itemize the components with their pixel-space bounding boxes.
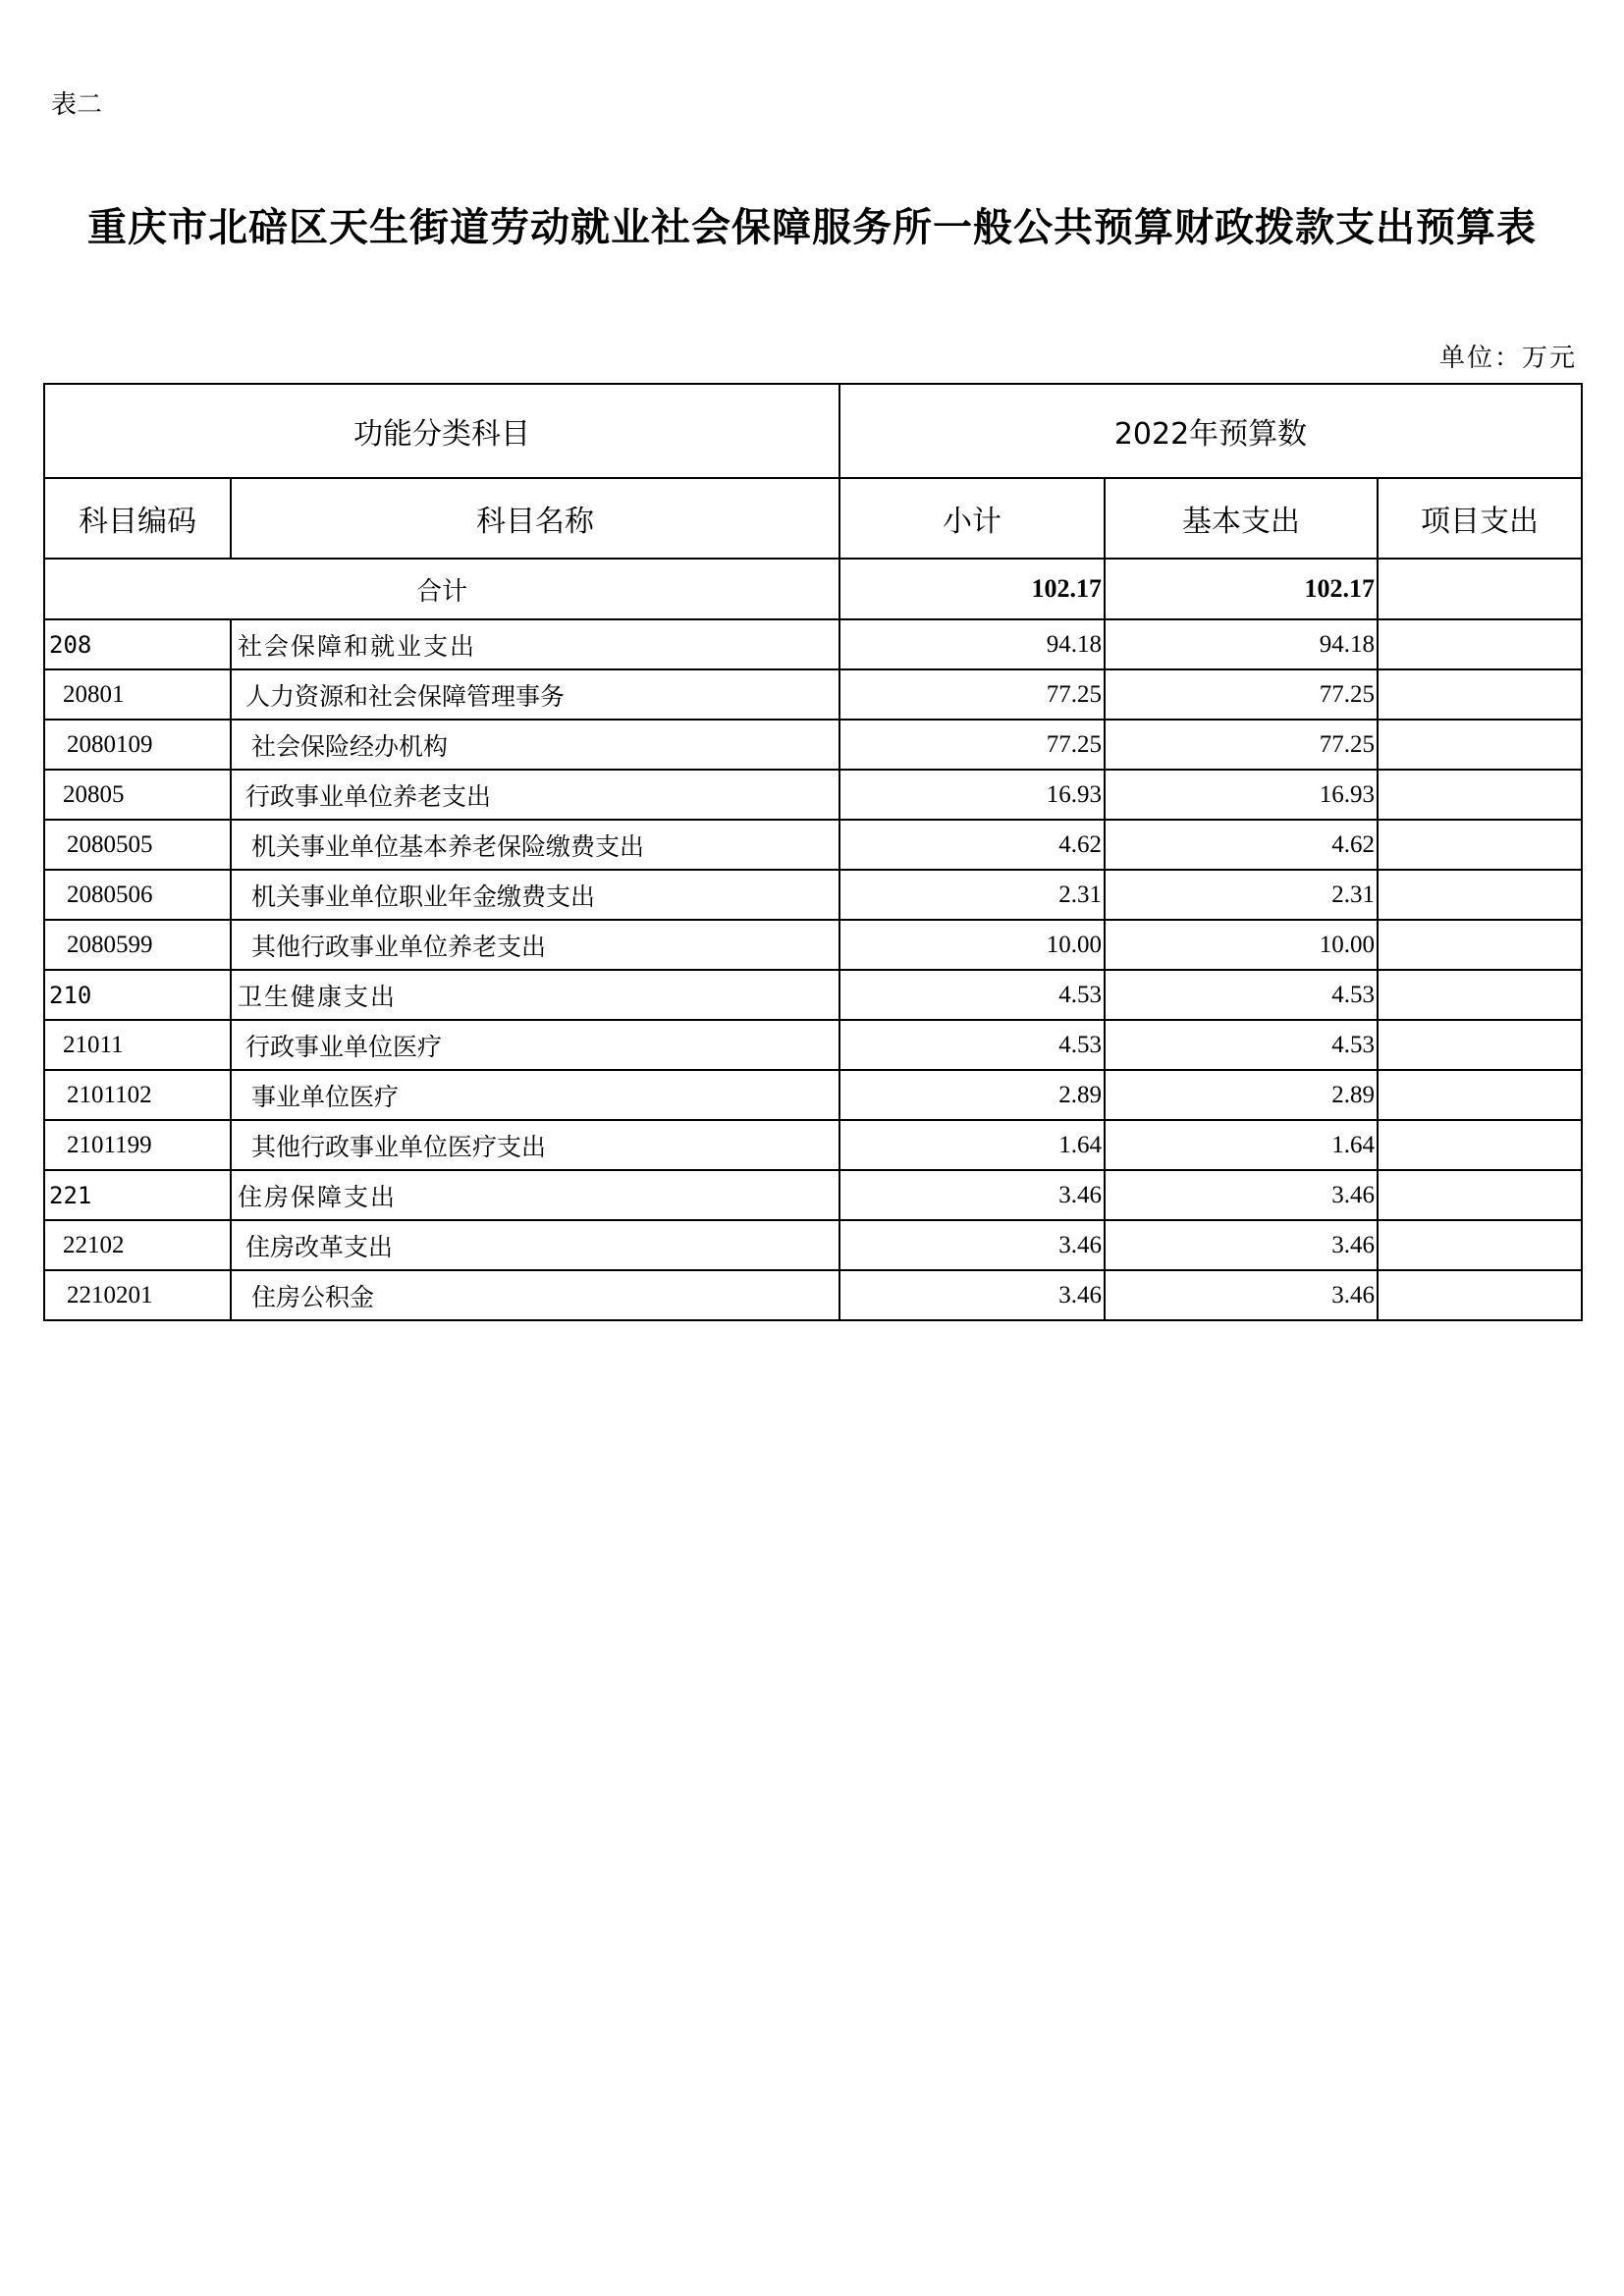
header-project: 项目支出 (1378, 478, 1582, 559)
header-name: 科目名称 (231, 478, 839, 559)
row-code: 22102 (44, 1220, 231, 1270)
table-label: 表二 (51, 90, 103, 120)
row-subtotal: 10.00 (839, 920, 1105, 970)
row-project (1378, 720, 1582, 770)
table-row (44, 1020, 1582, 1070)
row-name: 社会保险经办机构 (231, 720, 839, 770)
row-project (1378, 970, 1582, 1020)
row-subtotal: 4.53 (839, 970, 1105, 1020)
row-subtotal: 77.25 (839, 720, 1105, 770)
total-project (1378, 559, 1582, 619)
row-code: 2080505 (44, 820, 231, 870)
table-row (44, 870, 1582, 920)
table-row (44, 720, 1582, 770)
table-row (44, 970, 1582, 1020)
row-project (1378, 1170, 1582, 1220)
row-subtotal: 3.46 (839, 1220, 1105, 1270)
header-row-groups (44, 384, 1582, 478)
row-basic: 2.89 (1105, 1070, 1378, 1120)
row-project (1378, 920, 1582, 970)
unit-label: 单位：万元 (1438, 344, 1577, 373)
row-name: 机关事业单位职业年金缴费支出 (231, 870, 839, 920)
row-subtotal: 1.64 (839, 1120, 1105, 1170)
table-row (44, 1170, 1582, 1220)
table-row (44, 920, 1582, 970)
row-basic: 16.93 (1105, 770, 1378, 820)
row-code: 20801 (44, 669, 231, 720)
row-name: 其他行政事业单位养老支出 (231, 920, 839, 970)
table-row (44, 1070, 1582, 1120)
row-subtotal: 4.62 (839, 820, 1105, 870)
row-project (1378, 1220, 1582, 1270)
table-row (44, 1220, 1582, 1270)
row-subtotal: 3.46 (839, 1170, 1105, 1220)
row-basic: 1.64 (1105, 1120, 1378, 1170)
row-basic: 4.53 (1105, 970, 1378, 1020)
table-row (44, 1120, 1582, 1170)
row-name: 社会保障和就业支出 (231, 619, 839, 669)
row-subtotal: 16.93 (839, 770, 1105, 820)
row-code: 2101199 (44, 1120, 231, 1170)
row-name: 行政事业单位医疗 (231, 1020, 839, 1070)
row-basic: 4.62 (1105, 820, 1378, 870)
document-title: 重庆市北碚区天生街道劳动就业社会保障服务所一般公共预算财政拨款支出预算表 (87, 204, 1537, 250)
row-subtotal: 77.25 (839, 669, 1105, 720)
row-name: 住房保障支出 (231, 1170, 839, 1220)
row-basic: 3.46 (1105, 1270, 1378, 1320)
row-name: 其他行政事业单位医疗支出 (231, 1120, 839, 1170)
row-project (1378, 1070, 1582, 1120)
row-subtotal: 4.53 (839, 1020, 1105, 1070)
row-code: 221 (44, 1170, 231, 1220)
total-label: 合计 (44, 559, 839, 619)
row-code: 2080599 (44, 920, 231, 970)
row-code: 2080109 (44, 720, 231, 770)
table-row (44, 770, 1582, 820)
row-name: 住房改革支出 (231, 1220, 839, 1270)
row-subtotal: 3.46 (839, 1270, 1105, 1320)
row-name: 卫生健康支出 (231, 970, 839, 1020)
row-basic: 4.53 (1105, 1020, 1378, 1070)
row-project (1378, 770, 1582, 820)
total-row (44, 559, 1582, 619)
header-functional-classification: 功能分类科目 (44, 384, 839, 478)
row-basic: 94.18 (1105, 619, 1378, 669)
row-project (1378, 870, 1582, 920)
row-code: 2080506 (44, 870, 231, 920)
header-budget-year: 2022年预算数 (839, 384, 1582, 478)
header-subtotal: 小计 (839, 478, 1105, 559)
row-code: 20805 (44, 770, 231, 820)
row-subtotal: 94.18 (839, 619, 1105, 669)
row-subtotal: 2.89 (839, 1070, 1105, 1120)
row-project (1378, 669, 1582, 720)
header-row-columns (44, 478, 1582, 559)
row-project (1378, 619, 1582, 669)
header-code: 科目编码 (44, 478, 231, 559)
row-project (1378, 1020, 1582, 1070)
table-row (44, 619, 1582, 669)
table-row (44, 1270, 1582, 1320)
total-subtotal: 102.17 (839, 559, 1105, 619)
row-project (1378, 1120, 1582, 1170)
row-basic: 3.46 (1105, 1220, 1378, 1270)
row-code: 21011 (44, 1020, 231, 1070)
table-row (44, 669, 1582, 720)
row-basic: 77.25 (1105, 720, 1378, 770)
budget-table (43, 383, 1583, 1321)
row-basic: 3.46 (1105, 1170, 1378, 1220)
row-basic: 2.31 (1105, 870, 1378, 920)
row-name: 机关事业单位基本养老保险缴费支出 (231, 820, 839, 870)
header-basic: 基本支出 (1105, 478, 1378, 559)
row-code: 208 (44, 619, 231, 669)
row-subtotal: 2.31 (839, 870, 1105, 920)
row-code: 2210201 (44, 1270, 231, 1320)
row-name: 行政事业单位养老支出 (231, 770, 839, 820)
row-code: 2101102 (44, 1070, 231, 1120)
row-code: 210 (44, 970, 231, 1020)
row-name: 事业单位医疗 (231, 1070, 839, 1120)
row-basic: 77.25 (1105, 669, 1378, 720)
row-basic: 10.00 (1105, 920, 1378, 970)
total-basic: 102.17 (1105, 559, 1378, 619)
row-name: 住房公积金 (231, 1270, 839, 1320)
row-project (1378, 820, 1582, 870)
table-row (44, 820, 1582, 870)
row-name: 人力资源和社会保障管理事务 (231, 669, 839, 720)
row-project (1378, 1270, 1582, 1320)
